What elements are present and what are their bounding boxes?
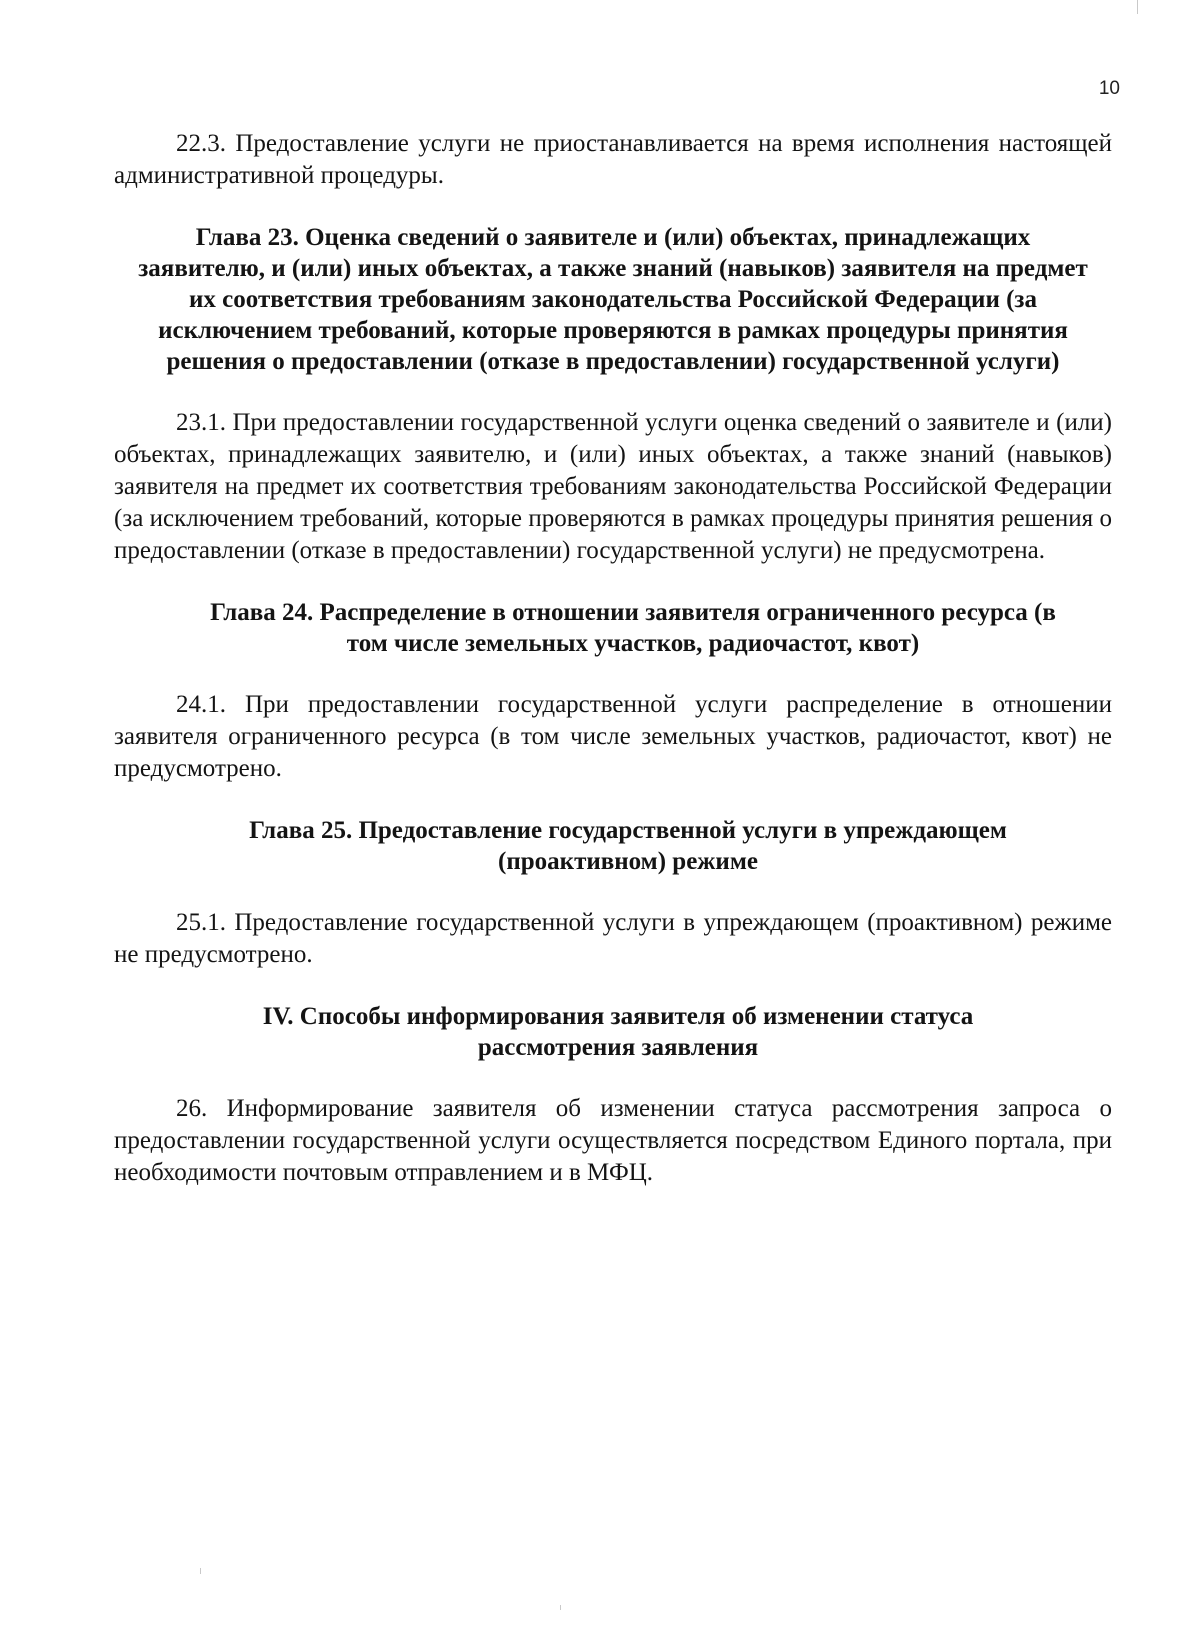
chapter-23-heading: Глава 23. Оценка сведений о заявителе и (или) объектах, принадлежащих заявителю, и (или) иных объектах, а также знаний (навыков) заявителя на предмет их соответствия требованиям законодательства Российской Федерации (за исключением требований, которые проверяются в рамках процедуры принятия решения о предоставлении (отказе в предоставлении) государственной услуги) xyxy=(138,224,1088,375)
section-4-heading: IV. Способы информирования заявителя об изменении статуса рассмотрения заявления xyxy=(262,1003,974,1061)
document-body xyxy=(114,128,1112,1189)
scan-artifact xyxy=(1137,0,1138,14)
paragraph-25-1: 25.1. Предоставление государственной услуги в упреждающем (проактивном) режиме не предусмотрено. xyxy=(114,909,1112,968)
scan-artifact xyxy=(560,1605,561,1610)
paragraph-22-3: 22.3. Предоставление услуги не приостанавливается на время исполнения настоящей административной процедуры. xyxy=(114,130,1112,189)
page-number: 10 xyxy=(1098,78,1120,99)
scan-artifact xyxy=(200,1568,201,1574)
paragraph-26: 26. Информирование заявителя об изменении статуса рассмотрения запроса о предоставлении государственной услуги осуществляется посредством Единого портала, при необходимости почтовым отправлением и в МФЦ. xyxy=(114,1095,1112,1186)
chapter-25-heading: Глава 25. Предоставление государственной услуги в упреждающем (проактивном) режиме xyxy=(249,817,1007,875)
chapter-24-heading: Глава 24. Распределение в отношении заявителя ограниченного ресурса (в том числе земельных участков, радиочастот, квот) xyxy=(210,599,1056,657)
paragraph-23-1: 23.1. При предоставлении государственной услуги оценка сведений о заявителе и (или) объектах, принадлежащих заявителю, и (или) иных объектах, а также знаний (навыков) заявителя на предмет их соответствия требованиям законодательства Российской Федерации (за исключением требований, которые проверяются в рамках процедуры принятия решения о предоставлении (отказе в предоставлении) государственной услуги) не предусмотрена. xyxy=(114,409,1112,564)
paragraph-24-1: 24.1. При предоставлении государственной услуги распределение в отношении заявителя ограниченного ресурса (в том числе земельных участков, радиочастот, квот) не предусмотрено. xyxy=(114,691,1112,782)
